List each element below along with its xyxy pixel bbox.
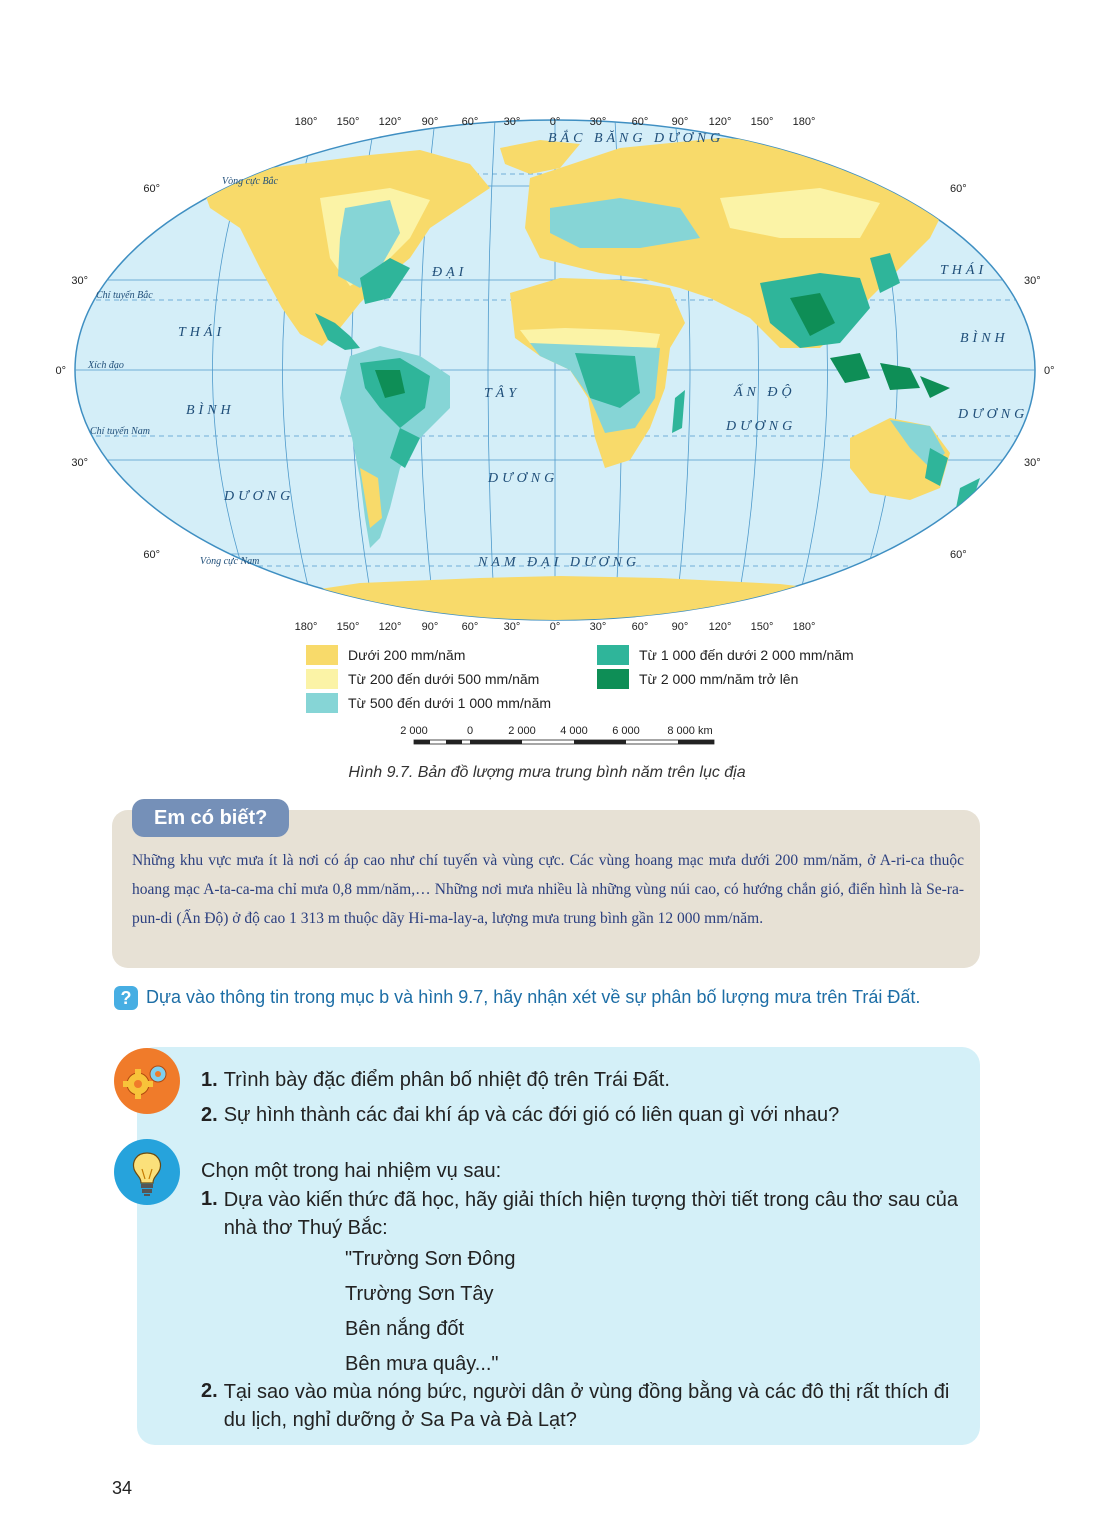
top-longitude-labels [295, 116, 816, 128]
label-tropic-capricorn: Chí tuyến Nam [90, 426, 150, 437]
swatch-500-1000 [306, 693, 338, 713]
ocean-label-atlantic-2: TÂY [484, 386, 521, 401]
longitude-label-bottom: 30° [589, 621, 607, 633]
practice-item-2 [201, 1102, 839, 1128]
scale-tick-label: 6 000 [612, 725, 640, 737]
latitude-label-left: 30° [71, 275, 88, 287]
legend-label: Từ 1 000 đến dưới 2 000 mm/năm [639, 647, 854, 663]
swatch-under-200 [306, 645, 338, 665]
scale-bar [390, 722, 740, 752]
longitude-label-top: 30° [503, 116, 521, 128]
ocean-label-pacific-e2: BÌNH [960, 331, 1009, 346]
practice-item-1 [201, 1067, 670, 1093]
question-icon: ? [114, 986, 138, 1010]
longitude-label-top: 30° [589, 116, 607, 128]
swatch-over-2000 [597, 669, 629, 689]
lightbulb-icon [114, 1139, 180, 1205]
poem-line-1: "Trường Sơn Đông [345, 1248, 516, 1270]
apply-intro: Chọn một trong hai nhiệm vụ sau: [201, 1160, 502, 1182]
apply-item-2 [201, 1378, 961, 1434]
longitude-label-top: 0° [549, 116, 561, 128]
legend-over-2000 [597, 669, 798, 689]
ocean-label-pacific-e1: THÁI [940, 263, 988, 278]
scale-tick-label: 4 000 [560, 725, 588, 737]
longitude-label-top: 150° [336, 116, 360, 128]
ocean-label-southern: NAM ĐẠI DƯƠNG [478, 555, 641, 570]
longitude-label-top: 150° [750, 116, 774, 128]
longitude-label-bottom: 150° [336, 621, 360, 633]
scale-tick-label: 2 000 [508, 725, 536, 737]
ocean-label-pacific-w3: DƯƠNG [224, 489, 295, 504]
latitude-label-right: 30° [1024, 275, 1041, 287]
ocean-label-pacific-w1: THÁI [178, 325, 226, 340]
longitude-label-bottom: 120° [708, 621, 732, 633]
item-text: Trình bày đặc điểm phân bố nhiệt độ trên Trái Đất. [223, 1069, 670, 1091]
label-tropic-cancer: Chí tuyến Bắc [96, 290, 153, 301]
figure-caption: Hình 9.7. Bản đồ lượng mưa trung bình năm trên lục địa [348, 764, 746, 781]
legend-under-200 [306, 645, 465, 665]
longitude-label-top: 180° [792, 116, 816, 128]
ocean-label-atlantic-3: DƯƠNG [488, 471, 559, 486]
longitude-label-bottom: 60° [461, 621, 479, 633]
gears-icon [114, 1048, 180, 1114]
swatch-200-500 [306, 669, 338, 689]
ocean-label-indian-2: DƯƠNG [726, 419, 797, 434]
legend-200-500 [306, 669, 539, 689]
label-arctic-circle: Vòng cực Bắc [222, 176, 278, 187]
latitude-label-left: 0° [55, 365, 66, 377]
latitude-label-right: 60° [950, 549, 967, 561]
ocean-label-pacific-w2: BÌNH [186, 403, 235, 418]
did-you-know-text: Những khu vực mưa ít là nơi có áp cao như chí tuyến và vùng cực. Các vùng hoang mạc mưa dưới 200 mm/năm, ở A-ri-ca thuộc hoang mạc A-ta-ca-ma chỉ mưa 0,8 mm/năm,… Những nơi mưa nhiều là những vùng núi cao, có hướng chắn gió, điển hình là Se-ra-pun-di (Ấn Độ) ở độ cao 1 313 m thuộc dãy Hi-ma-lay-a, lượng mưa trung bình gần 12 000 mm/năm. [132, 852, 964, 927]
scale-labels [400, 725, 712, 737]
longitude-label-bottom: 90° [671, 621, 689, 633]
longitude-label-top: 120° [378, 116, 402, 128]
legend-label: Dưới 200 mm/năm [348, 647, 466, 663]
legend-label: Từ 200 đến dưới 500 mm/năm [348, 671, 540, 687]
longitude-label-bottom: 60° [631, 621, 649, 633]
longitude-label-bottom: 30° [503, 621, 521, 633]
item-number: 2. [201, 1380, 218, 1402]
label-equator: Xích đạo [88, 360, 124, 371]
longitude-label-top: 120° [708, 116, 732, 128]
legend-label: Từ 2 000 mm/năm trở lên [639, 671, 799, 687]
bottom-longitude-labels [295, 621, 816, 633]
legend-label: Từ 500 đến dưới 1 000 mm/năm [348, 695, 552, 711]
item-text: Tại sao vào mùa nóng bức, người dân ở vùng đồng bằng và các đô thị rất thích đi du lịch, nghỉ dưỡng ở Sa Pa và Đà Lạt? [223, 1381, 950, 1431]
ocean-label-arctic: BẮC BĂNG DƯƠNG [548, 131, 725, 146]
longitude-label-bottom: 150° [750, 621, 774, 633]
item-text: Dựa vào kiến thức đã học, hãy giải thích hiện tượng thời tiết trong câu thơ sau của nhà thơ Thuý Bắc: [223, 1189, 959, 1239]
poem-line-3: Bên nắng đốt [345, 1318, 464, 1340]
item-number: 1. [201, 1188, 218, 1210]
scale-tick-label: 8 000 km [667, 725, 713, 737]
item-number: 1. [201, 1069, 218, 1091]
latitude-label-right: 60° [950, 183, 967, 195]
label-antarctic-circle: Vòng cực Nam [200, 556, 260, 567]
longitude-label-top: 90° [671, 116, 689, 128]
apply-item-1 [201, 1186, 961, 1242]
latitude-label-left: 30° [71, 457, 88, 469]
latitude-label-left: 60° [143, 183, 160, 195]
scale-tick-label: 0 [466, 725, 474, 737]
ocean-label-pacific-e3: DƯƠNG [958, 407, 1029, 422]
latitude-label-left: 60° [143, 549, 160, 561]
latitude-label-right: 0° [1044, 365, 1055, 377]
scale-tick-label: 2 000 [400, 725, 428, 737]
did-you-know-title: Em có biết? [132, 799, 289, 837]
legend-1000-2000 [597, 645, 854, 665]
longitude-label-bottom: 0° [549, 621, 561, 633]
ocean-label-atlantic-1: ĐẠI [432, 265, 468, 280]
longitude-label-bottom: 90° [421, 621, 439, 633]
poem-line-4: Bên mưa quây..." [345, 1353, 499, 1375]
longitude-label-top: 60° [461, 116, 479, 128]
poem-line-2: Trường Sơn Tây [345, 1283, 494, 1305]
ocean-label-indian-1: ẤN ĐỘ [734, 385, 796, 400]
rainfall-world-map [55, 108, 1055, 638]
longitude-label-bottom: 120° [378, 621, 402, 633]
item-number: 2. [201, 1104, 218, 1126]
question-text: Dựa vào thông tin trong mục b và hình 9.7, hãy nhận xét về sự phân bố lượng mưa trên Trái Đất. [146, 987, 921, 1007]
swatch-1000-2000 [597, 645, 629, 665]
map-svg [55, 108, 1055, 638]
longitude-label-top: 60° [631, 116, 649, 128]
longitude-label-bottom: 180° [792, 621, 816, 633]
item-text: Sự hình thành các đai khí áp và các đới gió có liên quan gì với nhau? [223, 1104, 840, 1126]
longitude-label-top: 90° [421, 116, 439, 128]
page-number: 34 [112, 1478, 133, 1498]
latitude-label-right: 30° [1024, 457, 1041, 469]
longitude-label-top: 180° [294, 116, 318, 128]
legend-500-1000 [306, 693, 551, 713]
longitude-label-bottom: 180° [294, 621, 318, 633]
